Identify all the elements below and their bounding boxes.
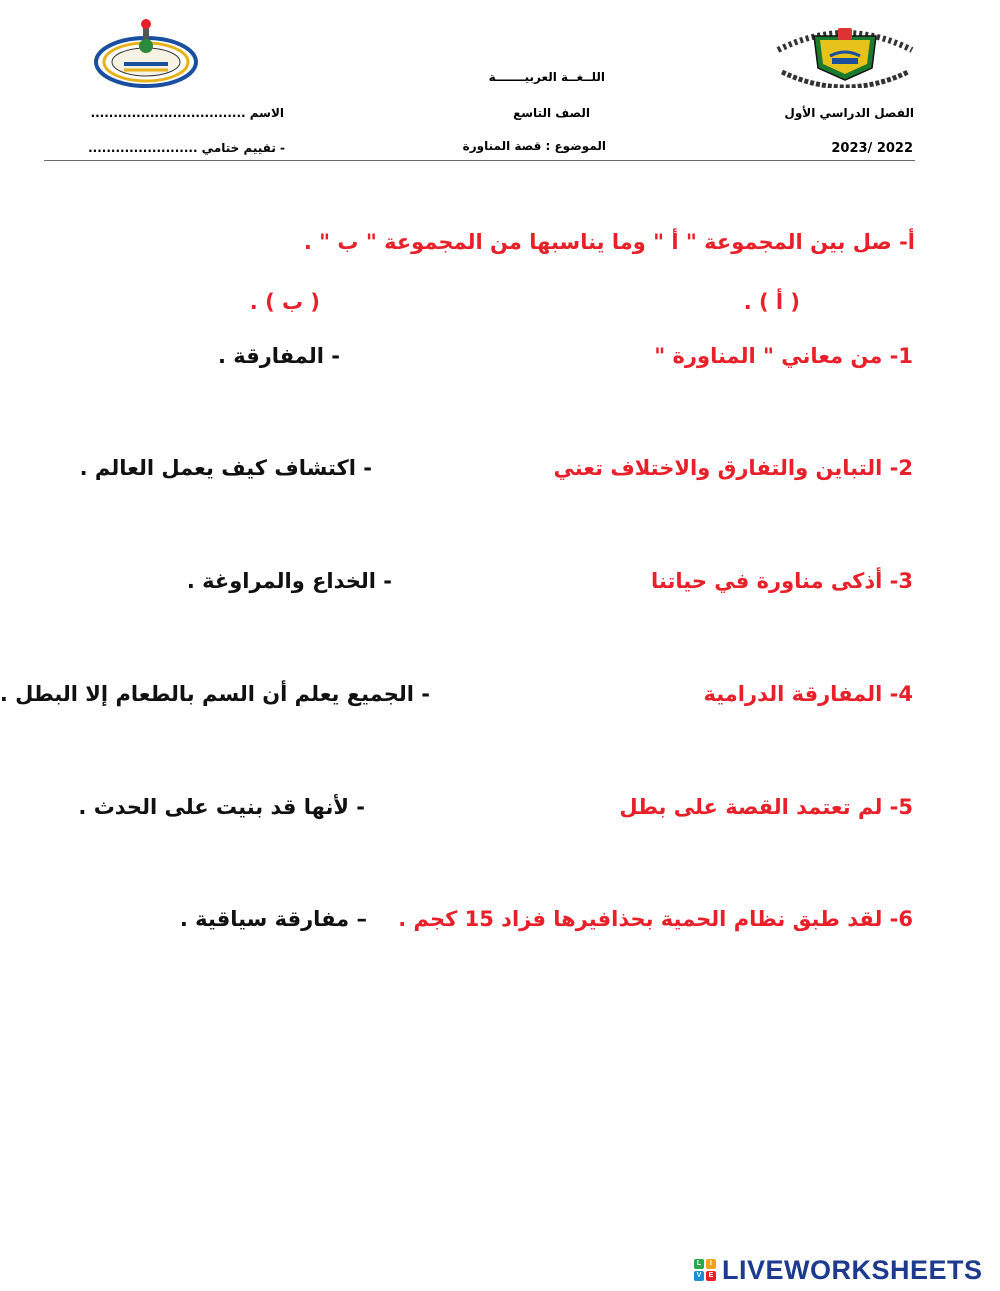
school-logo xyxy=(88,18,200,90)
liveworksheets-wordmark: LIVEWORKSHEETS xyxy=(722,1254,983,1285)
ministry-logo xyxy=(772,22,918,88)
grade-label: الصف التاسع xyxy=(513,106,590,120)
group-a-item-6[interactable]: 6- لقد طبق نظام الحمية بحذافيرها فزاد 15 كجم . xyxy=(398,907,913,931)
group-a-item-4[interactable]: 4- المفارقة الدرامية xyxy=(703,682,913,706)
assessment-type: - تقييم ختامي ........................ xyxy=(88,141,285,155)
student-name-field[interactable]: الاسم .................................. xyxy=(90,106,284,120)
group-a-item-3[interactable]: 3- أذكى مناورة في حياتنا xyxy=(651,569,913,593)
group-a-item-1[interactable]: 1- من معاني " المناورة " xyxy=(654,344,913,368)
group-b-item-1[interactable]: - المفارقة . xyxy=(217,344,340,368)
group-b-item-4[interactable]: - الجميع يعلم أن السم بالطعام إلا البطل . xyxy=(0,682,430,706)
group-b-item-3[interactable]: - الخداع والمراوغة . xyxy=(186,569,392,593)
group-b-item-6[interactable]: – مفارقة سياقية . xyxy=(179,907,367,931)
liveworksheets-brand[interactable] xyxy=(694,1253,983,1287)
group-b-item-2[interactable]: - اكتشاف كيف يعمل العالم . xyxy=(79,456,372,480)
exercise-instruction: أ- صل بين المجموعة " أ " وما يناسبها من المجموعة " ب " . xyxy=(303,230,915,254)
group-a-label: ( أ ) . xyxy=(743,290,800,314)
group-a-item-5[interactable]: 5- لم تعتمد القصة على بطل xyxy=(619,795,913,819)
group-a-item-2[interactable]: 2- التباين والتفارق والاختلاف تعني xyxy=(553,456,913,480)
academic-year: 2023/ 2022 xyxy=(831,141,913,156)
liveworksheets-logo-icon: L I V E xyxy=(694,1259,716,1281)
semester-label: الفصل الدراسي الأول xyxy=(784,106,914,120)
header-divider xyxy=(44,160,915,161)
group-b-label: ( ب ) . xyxy=(249,290,320,314)
lesson-topic: الموضوع : قصة المناورة xyxy=(462,139,606,153)
group-b-item-5[interactable]: - لأنها قد بنيت على الحدث . xyxy=(78,795,365,819)
subject-title: اللــغــة العربيـــــــة xyxy=(488,70,605,84)
